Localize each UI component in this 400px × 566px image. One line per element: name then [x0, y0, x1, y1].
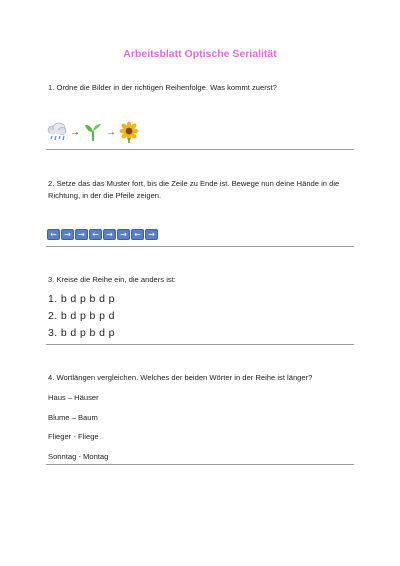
arrow-left-icon: ← — [131, 229, 144, 240]
arrow-right-icon: → — [103, 229, 116, 240]
arrow-right-icon: → — [117, 229, 130, 240]
question-1-sequence — [46, 121, 140, 143]
arrow-left-icon: ← — [89, 229, 102, 240]
question-2-text: 2. Setze das das Muster fort, bis die Zeile zu Ende ist. Bewege nun deine Hände in die Richtung, in der die Pfeile zeigen. — [48, 179, 340, 200]
letter-row-3: 3. b d p b d p — [48, 327, 115, 339]
arrow-right-icon: → — [75, 229, 88, 240]
seedling-icon — [82, 121, 104, 143]
letter-row-1: 1. b d p b d p — [48, 293, 115, 305]
word-pair-2: Blume – Baum — [48, 413, 98, 422]
divider-2 — [46, 246, 354, 247]
question-4-text: 4. Wortlängen vergleichen. Welches der beiden Wörter in der Reihe ist länger? — [48, 373, 313, 382]
letter-row-2: 2. b d p b p d — [48, 310, 115, 322]
arrow-left-icon: ← — [47, 229, 60, 240]
word-pair-4: Sonntag - Montag — [48, 452, 109, 461]
question-1-text: 1. Ordne die Bilder in der richtigen Reihenfolge. Was kommt zuerst? — [48, 83, 277, 92]
arrow-right-icon: → — [145, 229, 158, 240]
rain-cloud-icon — [46, 121, 68, 143]
divider-1 — [46, 149, 354, 150]
word-pair-1: Haus – Häuser — [48, 393, 99, 402]
word-pair-3: Flieger - Fliege — [48, 432, 99, 441]
arrow-right-icon: → — [61, 229, 74, 240]
divider-3 — [46, 344, 354, 345]
sequence-arrow-1: → — [70, 126, 80, 138]
question-3-text: 3. Kreise die Reihe ein, die anders ist: — [48, 275, 176, 284]
divider-4 — [46, 464, 354, 465]
sequence-arrow-2: → — [106, 126, 116, 138]
sunflower-icon — [118, 121, 140, 143]
arrow-pattern — [47, 229, 159, 240]
page-title: Arbeitsblatt Optische Serialität — [123, 48, 277, 60]
